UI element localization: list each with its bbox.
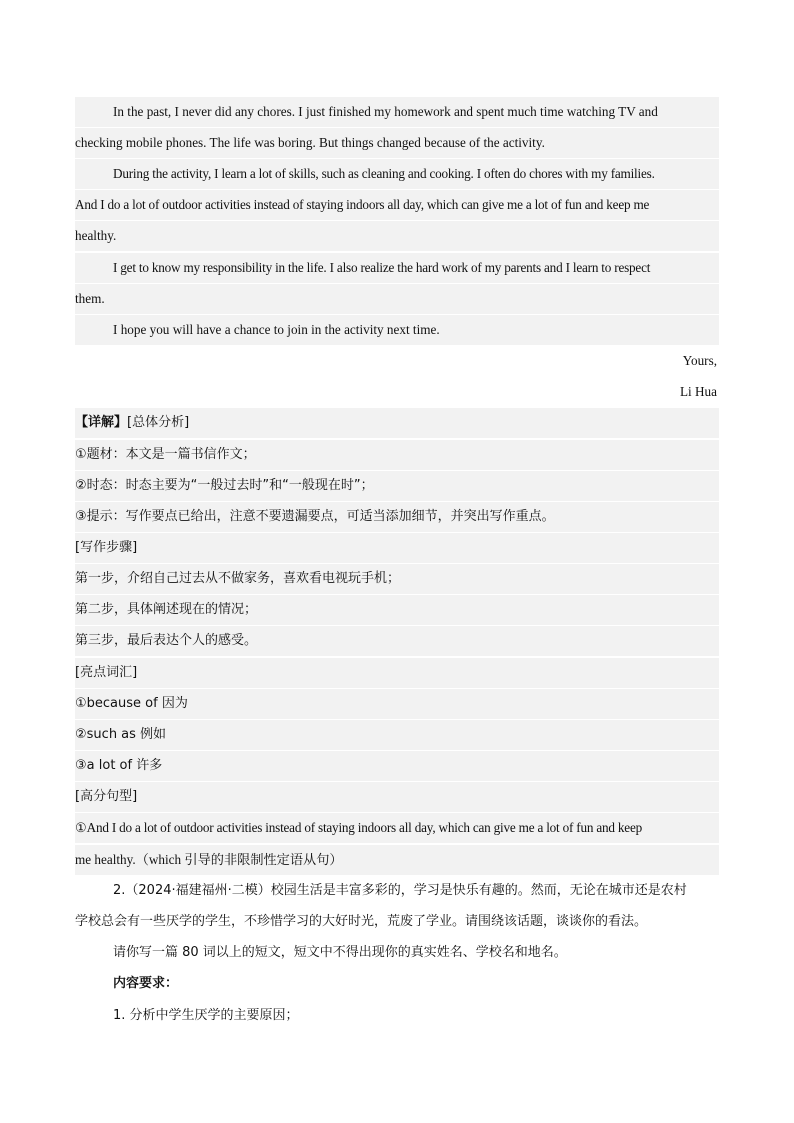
writing-steps-heading: [写作步骤]	[75, 533, 719, 563]
letter-paragraph-4-line-1: I hope you will have a chance to join in the activity next time.	[75, 315, 719, 345]
letter-signature: Li Hua	[680, 384, 717, 399]
sentence-pattern-heading: [高分句型]	[75, 782, 719, 812]
letter-paragraph-2-line-2: And I do a lot of outdoor activities instead of staying indoors all day, which can give me a lot of fun and keep me	[75, 190, 719, 220]
letter-paragraph-2-line-3: healthy.	[75, 221, 719, 251]
writing-step-1: 第一步，介绍自己过去从不做家务，喜欢看电视玩手机；	[75, 564, 719, 594]
question-2-line-3: 请你写一篇 80 词以上的短文，短文中不得出现你的真实姓名、学校名和地名。	[113, 945, 567, 960]
question-2-line-1: 2.（2024·福建福州·二模）校园生活是丰富多彩的，学习是快乐有趣的。然而，无论在城市还是农村	[113, 883, 687, 898]
vocabulary-item-1: ①because of 因为	[75, 689, 719, 719]
vocabulary-heading: [亮点词汇]	[75, 658, 719, 688]
analysis-tense: ②时态：时态主要为“一般过去时”和“一般现在时”；	[75, 471, 719, 501]
vocabulary-item-2: ②such as 例如	[75, 720, 719, 750]
content-requirements-heading: 内容要求：	[113, 976, 179, 991]
letter-paragraph-2-line-1: During the activity, I learn a lot of skills, such as cleaning and cooking. I often do chores with my families.	[75, 159, 719, 189]
question-2-line-2: 学校总会有一些厌学的学生，不珍惜学习的大好时光，荒废了学业。请围绕该话题，谈谈你的看法。	[75, 914, 648, 929]
sentence-pattern-1-line-2: me healthy.（which 引导的非限制性定语从句）	[75, 845, 719, 875]
letter-paragraph-1-line-2: checking mobile phones. The life was boring. But things changed because of the activity.	[75, 128, 719, 158]
content-requirement-1: 1. 分析中学生厌学的主要原因；	[113, 1008, 299, 1023]
letter-closing: Yours,	[682, 353, 717, 368]
overall-analysis-heading: [总体分析]	[127, 415, 190, 430]
detail-label: 【详解】	[75, 415, 128, 430]
analysis-topic: ①题材：本文是一篇书信作文；	[75, 440, 719, 470]
letter-paragraph-3-line-2: them.	[75, 284, 719, 314]
writing-step-3: 第三步，最后表达个人的感受。	[75, 626, 719, 656]
writing-step-2: 第二步，具体阐述现在的情况；	[75, 595, 719, 625]
letter-paragraph-1-line-1: In the past, I never did any chores. I just finished my homework and spent much time watching TV and	[75, 97, 719, 127]
vocabulary-item-3: ③a lot of 许多	[75, 751, 719, 781]
analysis-hint: ③提示：写作要点已给出，注意不要遗漏要点，可适当添加细节，并突出写作重点。	[75, 502, 719, 532]
analysis-heading	[75, 408, 719, 438]
sentence-pattern-1-line-1: ①And I do a lot of outdoor activities instead of staying indoors all day, which can give me a lot of fun and keep	[75, 813, 719, 843]
letter-paragraph-3-line-1: I get to know my responsibility in the life. I also realize the hard work of my parents and I learn to respect	[75, 253, 719, 283]
